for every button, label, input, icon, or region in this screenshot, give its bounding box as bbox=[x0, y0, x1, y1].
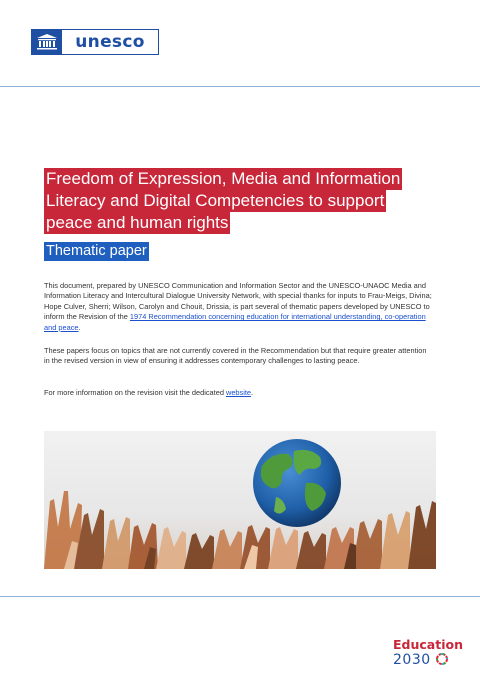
intro-paragraph bbox=[44, 281, 434, 333]
sdg-wheel-icon bbox=[436, 653, 448, 665]
intro-tail: . bbox=[78, 322, 81, 332]
title-line-1: Freedom of Expression, Media and Information bbox=[46, 169, 401, 188]
info-tail: . bbox=[251, 388, 254, 397]
document-subtitle: Thematic paper bbox=[46, 243, 147, 259]
title-line-3: peace and human rights bbox=[46, 213, 229, 232]
document-title bbox=[44, 168, 404, 234]
title-line-2: Literacy and Digital Competencies to support bbox=[46, 191, 385, 210]
info-paragraph bbox=[44, 388, 434, 398]
year-label: 2030 bbox=[393, 652, 463, 668]
unesco-logo bbox=[31, 29, 159, 55]
website-link[interactable]: website bbox=[225, 388, 252, 397]
recommendation-link[interactable]: 1974 Recommendation concerning education for international understanding, co-operation and peace bbox=[44, 312, 426, 332]
globe-icon bbox=[253, 439, 341, 527]
hands-globe-image bbox=[44, 431, 436, 569]
unesco-temple-icon bbox=[32, 30, 62, 54]
focus-paragraph: These papers focus on topics that are not currently covered in the Recommendation but that require greater attention in the revised version in view of ensuring it addresses contemporary challenges to lasting peace. bbox=[44, 346, 427, 366]
intro-text: This document, prepared by UNESCO Communication and Information Sector and the UNESCO-UNAOC Media and Information Literacy and Intercultural Dialogue University Network, with special thanks for inputs to Frau-Meigs, Divina; Hope Culver, Sherri; Wilson, Carolyn and Chouit, Drissia, is part several of thematic papers developed by UNESCO to inform the Revision of the bbox=[44, 281, 432, 322]
unesco-wordmark: unesco bbox=[75, 32, 145, 52]
footer-divider bbox=[0, 596, 480, 597]
education-2030-logo bbox=[393, 638, 463, 672]
education-label: Education bbox=[393, 637, 463, 652]
info-text: For more information on the revision visit the dedicated bbox=[44, 388, 226, 397]
header-divider bbox=[0, 86, 480, 87]
